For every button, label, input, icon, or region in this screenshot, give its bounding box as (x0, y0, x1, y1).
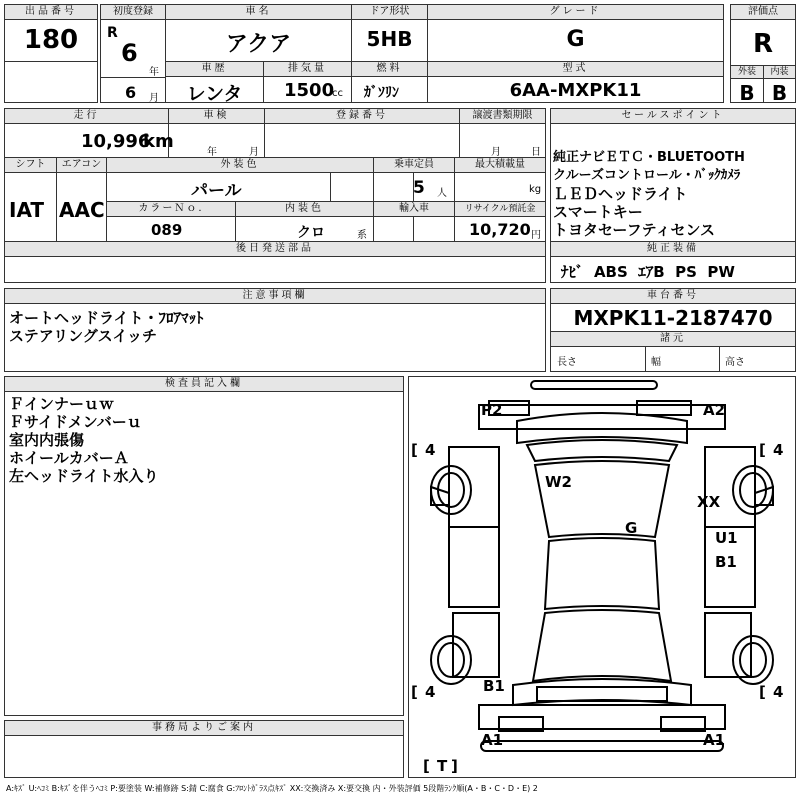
inspector-label: 検査員記入欄 (5, 377, 403, 392)
equipment-label: 純正装備 (551, 242, 795, 257)
specs-box (4, 157, 546, 242)
first-registration-box (100, 4, 166, 103)
interior-color-label: 内装色 (236, 202, 373, 217)
sales-points-label: セールスポイント (551, 109, 795, 124)
seats-label: 乗車定員 (374, 158, 454, 173)
height-label: 高さ (725, 357, 745, 368)
damage-mark: A1 (481, 731, 504, 749)
svg-text:[: [ (411, 683, 418, 701)
grade-label: グレード (428, 5, 723, 20)
width-label: 幅 (651, 357, 661, 368)
length-label: 長さ (557, 357, 577, 368)
damage-mark: B1 (715, 553, 737, 571)
transfer-deadline-label: 譲渡書類期限 (460, 109, 545, 124)
displacement-unit: cc (332, 88, 343, 99)
interior-score-label: 内装 (764, 66, 795, 79)
tire-depth-rear-left: 4 (425, 683, 436, 701)
door-value: 5HB (366, 27, 413, 51)
dimensions-label: 諸元 (551, 332, 795, 347)
later-parts-label: 後日発送部品 (5, 242, 545, 257)
max-load-label: 最大積載量 (455, 158, 545, 173)
svg-text:[: [ (423, 757, 430, 775)
exterior-score-label: 外装 (731, 66, 763, 79)
note-line: ステアリングスイッチ (9, 327, 158, 345)
svg-text:[: [ (759, 683, 766, 701)
color-number-value: 089 (151, 221, 183, 239)
damage-mark: XX (697, 493, 721, 511)
lot-number-value: 180 (23, 25, 79, 55)
recycle-fee-value: 10,720 (469, 220, 531, 239)
door-box (351, 4, 428, 62)
fuel-label: 燃料 (352, 62, 427, 77)
damage-mark: G (625, 519, 638, 537)
recycle-fee-label: リサイクル預託金 (455, 202, 545, 217)
note-line: オートヘッドライト・ﾌﾛｱﾏｯﾄ (9, 309, 204, 327)
interior-color-value: クロ (297, 225, 325, 241)
office-label: 事務局よりご案内 (5, 721, 403, 736)
sales-points-box (550, 108, 796, 242)
registration-number-label: 登録番号 (265, 109, 459, 124)
transfer-month-unit: 月 (491, 147, 501, 158)
model-value: 6AA-MXPK11 (509, 80, 642, 101)
inspector-notes-list (9, 395, 159, 485)
grade-box (427, 4, 724, 62)
svg-text:]: ] (451, 757, 458, 775)
aircon-label: エアコン (57, 158, 106, 173)
interior-color-unit: 系 (357, 230, 367, 241)
inspector-box (4, 376, 404, 716)
notes-box (4, 288, 546, 372)
displacement-value: 1500 (284, 80, 335, 101)
chassis-value: MXPK11-2187470 (573, 306, 773, 330)
trunk-mark: T (437, 757, 448, 775)
shift-value: IAT (9, 198, 45, 222)
color-number-label: カラーＮｏ. (107, 202, 235, 217)
damage-mark: A1 (703, 731, 726, 749)
mileage-label: 走行 (5, 109, 168, 124)
lot-number-box (4, 4, 98, 62)
office-box (4, 720, 404, 778)
registration-month: 6 (125, 83, 137, 102)
damage-mark: W2 (545, 473, 572, 491)
tire-depth-front-left: 4 (425, 441, 436, 459)
history-label: 車歴 (166, 62, 263, 77)
damage-mark: U1 (715, 529, 738, 547)
inspection-year-unit: 年 (207, 147, 217, 158)
row2-box (4, 108, 546, 158)
score-box (730, 4, 796, 103)
mileage-unit: km (143, 131, 174, 152)
aircon-value: AAC (59, 198, 105, 222)
transfer-day-unit: 日 (531, 147, 541, 158)
recycle-fee-unit: 円 (531, 230, 541, 241)
car-name-value: アクア (225, 32, 292, 57)
car-name-box (165, 4, 352, 62)
seats-unit: 人 (437, 188, 447, 199)
inspector-note: ホイールカバーＡ (9, 449, 129, 467)
history-value: レンタ (186, 83, 243, 105)
model-box (427, 61, 724, 103)
lot-blank-box (4, 61, 98, 103)
score-label: 評価点 (731, 5, 795, 20)
registration-era: R (107, 25, 118, 41)
inspector-note: Ｆインナーｕｗ (9, 395, 115, 413)
mileage-value: 10,996 (81, 131, 151, 152)
tire-depth-rear-right: 4 (773, 683, 784, 701)
notes-list (9, 309, 204, 345)
later-parts-box (4, 241, 546, 283)
svg-text:[: [ (759, 441, 766, 459)
seats-value: 5 (413, 178, 425, 198)
inspector-note: Ｆサイドメンバーｕ (9, 413, 142, 431)
sales-point-item: ＬＥＤヘッドライト (553, 185, 688, 203)
car-diagram-box (408, 376, 796, 778)
first-registration-label: 初度登録 (101, 5, 165, 20)
door-label: ドア形状 (352, 5, 427, 20)
inspection-month-unit: 月 (249, 147, 259, 158)
import-label: 輸入車 (374, 202, 454, 217)
tire-depth-front-right: 4 (773, 441, 784, 459)
chassis-label: 車台番号 (551, 289, 795, 304)
displacement-box (263, 61, 352, 103)
exterior-score-value: B (739, 81, 755, 105)
lot-number-label: 出品番号 (5, 5, 97, 20)
fuel-box (351, 61, 428, 103)
registration-year: 6 (121, 39, 138, 67)
sales-point-item: 純正ナビＥＴＣ・BLUETOOTH (553, 150, 745, 165)
history-box (165, 61, 264, 103)
score-value: R (752, 29, 774, 59)
inspector-note: 左ヘッドライト水入り (9, 467, 159, 485)
sales-point-item: トヨタセーフティセンス (553, 221, 716, 239)
exterior-color-value: パール (191, 181, 242, 201)
grade-value: G (566, 27, 585, 52)
damage-legend: A:ｷｽﾞ U:ﾍｺﾐ B:ｷｽﾞを伴うﾍｺﾐ P:要塗装 W:補修跡 S:錆 C:腐食 G:ﾌﾛﾝﾄｶﾞﾗｽ点ｷｽﾞ XX:交換済み X:要交換 内・外装評価 5段階ﾗﾝｸ順(A・B・C・D・E) 2 (6, 784, 538, 793)
chassis-box (550, 288, 796, 372)
model-label: 型式 (428, 62, 723, 77)
car-diagram (409, 377, 795, 777)
damage-mark: P2 (481, 401, 503, 419)
svg-text:[: [ (411, 441, 418, 459)
damage-mark: A2 (703, 401, 726, 419)
interior-score-value: B (771, 81, 788, 105)
sales-point-item: スマートキー (553, 203, 643, 221)
equipment-box (550, 241, 796, 283)
notes-label: 注意事項欄 (5, 289, 545, 304)
equipment-value: ﾅﾋﾞ ABS ｴｱB PS PW (561, 263, 735, 281)
inspection-label: 車検 (169, 109, 264, 124)
max-load-unit: kg (529, 184, 542, 195)
sales-points-list (553, 149, 745, 239)
fuel-value: ｶﾞｿﾘﾝ (364, 85, 399, 101)
sales-point-item: クルーズコントロール・ﾊﾞｯｸｶﾒﾗ (553, 168, 741, 183)
shift-label: シフト (5, 158, 56, 173)
month-unit: 月 (149, 93, 159, 104)
displacement-label: 排気量 (264, 62, 351, 77)
car-name-label: 車名 (166, 5, 351, 20)
inspector-note: 室内内張傷 (9, 431, 85, 449)
damage-mark: B1 (483, 677, 505, 695)
exterior-color-label: 外装色 (107, 158, 373, 173)
year-unit: 年 (149, 67, 159, 78)
